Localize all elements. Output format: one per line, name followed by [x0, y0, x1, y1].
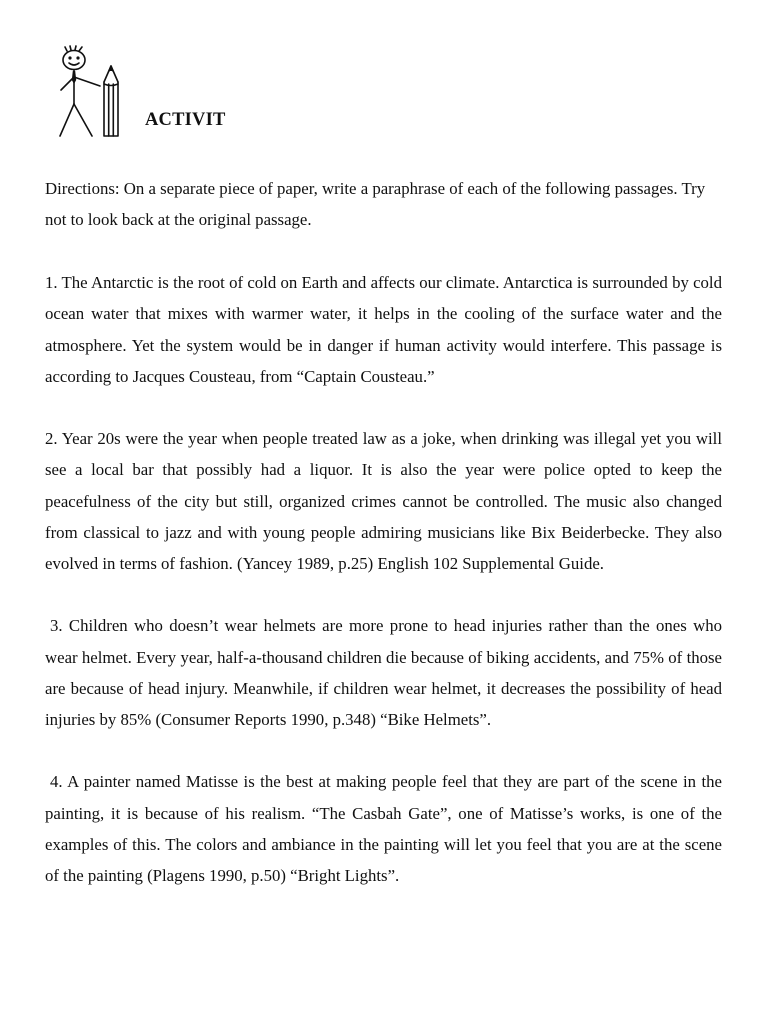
page-title: ACTIVIT: [145, 110, 226, 130]
passage-3: 3. Children who doesn’t wear helmets are more prone to head injuries rather than the ones who wear helmet. Every year, half-a-thousand children die because of biking accidents, and 75% of those are because of head injury. Meanwhile, if children wear helmet, it decreases the possibility of head injuries by 85% (Consumer Reports 1990, p.348) “Bike Helmets”.: [45, 616, 722, 730]
directions-text: Directions: On a separate piece of paper, write a paraphrase of each of the following passages. Try not to look back at the original passage.: [45, 179, 706, 230]
stick-figure-with-pencil-icon: [52, 44, 134, 140]
activity-header: [52, 44, 352, 144]
passage-2: 2. Year 20s were the year when people treated law as a joke, when drinking was illegal yet you will see a local bar that possibly had a liquor. It is also the year were police opted to keep the peacefulness of the city but still, organized crimes cannot be controlled. The music also changed from classical to jazz and with young people admiring musicians like Bix Beiderbecke. They also evolved in terms of fashion. (Yancey 1989, p.25) English 102 Supplemental Guide.: [45, 429, 722, 574]
passage-1: 1. The Antarctic is the root of cold on Earth and affects our climate. Antarctica is surrounded by cold ocean water that mixes with warmer water, it helps in the cooling of the surface water and the atmosphere. Yet the system would be in danger if human activity would interfere. This passage is according to Jacques Cousteau, from “Captain Cousteau.”: [45, 273, 722, 386]
document-body: [45, 173, 722, 891]
passage-4: 4. A painter named Matisse is the best at making people feel that they are part of the scene in the painting, it is because of his realism. “The Casbah Gate”, one of Matisse’s works, is one of the examples of this. The colors and ambiance in the painting will let you feel that you are at the scene of the painting (Plagens 1990, p.50) “Bright Lights”.: [45, 772, 722, 886]
